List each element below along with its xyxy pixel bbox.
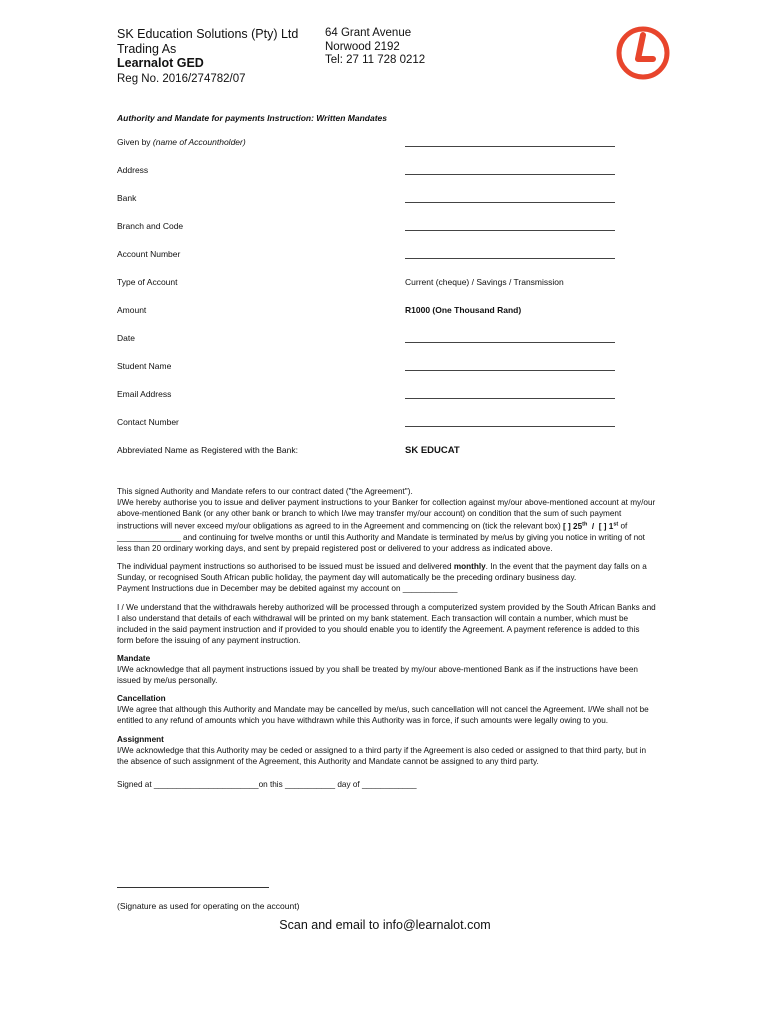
address-input[interactable] — [405, 165, 615, 175]
assignment-heading: Assignment — [117, 734, 164, 744]
email-label: Email Address — [117, 389, 172, 399]
signature-line[interactable] — [117, 887, 269, 889]
instructions-paragraph: The individual payment instructions so authorised to be issued must be issued and delivered monthly. In the event that the payment day falls on a Sunday, or recognised South African public holiday, the payment day will automatically be the preceding ordinary business day. Payment Instructions due in December may be debited against my account on ____________ — [117, 562, 647, 594]
field-bank — [117, 191, 637, 219]
company-name: SK Education Solutions (Pty) Ltd — [117, 27, 299, 41]
field-contact — [117, 415, 637, 443]
email-input[interactable] — [405, 389, 615, 399]
cancellation-heading: Cancellation — [117, 694, 166, 704]
continuing-text: of ______________ and continuing for twelve months or until this Authority and Mandate is terminated by me/us by giving you notice in writing of not less than 20 ordinary working days, and sent by prepaid registered post or delivered to your address as indicated above. — [117, 522, 645, 554]
field-given-by — [117, 135, 637, 163]
trading-name: Learnalot GED — [117, 56, 204, 70]
cancellation-section: Cancellation I/We agree that although this Authority and Mandate may be cancelled by me/us, such cancellation will not cancel the Agreement. I/We shall not be entitled to any refund of amounts which you have withdrawn while this Authority was in force, if such amounts were legally owing to you. — [117, 693, 657, 726]
branch-input[interactable] — [405, 221, 615, 231]
learnalot-logo-icon — [615, 25, 671, 81]
mandate-fields — [117, 135, 637, 471]
assignment-section: Assignment I/We acknowledge that this Authority may be ceded or assigned to a third party if the Agreement is also ceded or assigned to that third party, but in the absence of such assignment of the Agreement, this Authority and Mandate cannot be assigned to any third party. — [117, 734, 657, 767]
field-student-name — [117, 359, 637, 387]
account-type-label: Type of Account — [117, 277, 178, 287]
mandate-heading: Mandate — [117, 653, 151, 663]
field-date — [117, 331, 637, 359]
date-label: Date — [117, 333, 135, 343]
field-account-number — [117, 247, 637, 275]
suburb-address: Norwood 2192 — [325, 40, 400, 53]
given-by-note: (name of Accountholder) — [152, 137, 246, 147]
reg-number: Reg No. 2016/274782/07 — [117, 72, 246, 85]
given-by-input[interactable] — [405, 137, 615, 147]
mandate-terms — [117, 486, 657, 797]
address-label: Address — [117, 165, 149, 175]
bank-label: Bank — [117, 193, 137, 203]
telephone: Tel: 27 11 728 0212 — [325, 54, 426, 66]
december-debit-text: Payment Instructions due in December may be debited against my account on ____________ — [117, 584, 458, 594]
authorise-text: I/We hereby authorise you to issue and deliver payment instructions to your Banker for collection against my/our above-mentioned account at my/our above-mentioned Bank (or any other bank or branch to which I/we may transfer my/our account) on condition that the sum of such payment instructions will never exceed my/our obligations as agreed to in the Agreement and commencing on (tick the relevant box) — [117, 498, 656, 532]
account-number-label: Account Number — [117, 249, 181, 259]
field-amount — [117, 303, 637, 331]
company-block — [117, 27, 298, 86]
field-abbreviated-name — [117, 443, 637, 471]
student-name-input[interactable] — [405, 361, 615, 371]
amount-value: R1000 (One Thousand Rand) — [405, 305, 522, 315]
trading-as: Trading As — [117, 41, 177, 56]
debit-option-25[interactable]: [ ] 25 — [563, 522, 583, 532]
field-email — [117, 387, 637, 415]
abbreviated-name-value: SK EDUCAT — [405, 445, 460, 456]
account-number-input[interactable] — [405, 249, 615, 259]
form-title: Authority and Mandate for payments Instruction: Written Mandates — [117, 113, 387, 123]
field-branch — [117, 219, 637, 247]
contact-input[interactable] — [405, 417, 615, 427]
account-type-value[interactable]: Current (cheque) / Savings / Transmission — [405, 277, 564, 287]
mandate-section: Mandate I/We acknowledge that all payment instructions issued by you shall be treated by my/our above-mentioned Bank as if the instructions have been issued by me/us personally. — [117, 653, 657, 686]
field-account-type — [117, 275, 637, 303]
date-input[interactable] — [405, 333, 615, 343]
agreement-intro: This signed Authority and Mandate refers to our contract dated ("the Agreement"). — [117, 487, 413, 496]
abbreviated-name-label: Abbreviated Name as Registered with the Bank: — [117, 445, 298, 455]
branch-label: Branch and Code — [117, 221, 184, 231]
given-by-label: Given by — [117, 137, 151, 147]
debit-option-1[interactable]: [ ] 1 — [598, 522, 614, 532]
signature-caption: (Signature as used for operating on the account) — [117, 901, 300, 911]
street-address: 64 Grant Avenue — [325, 27, 412, 39]
footer-instruction: Scan and email to info@learnalot.com — [279, 918, 491, 932]
signed-at-line[interactable]: Signed at _______________________on this ___________ day of ____________ — [117, 779, 417, 789]
bank-input[interactable] — [405, 193, 615, 203]
contact-label: Contact Number — [117, 417, 179, 427]
address-block — [325, 27, 425, 68]
processing-paragraph: I / We understand that the withdrawals hereby authorized will be processed through a computerized system provided by the South African Banks and I also understand that details of each withdrawal will be printed on my bank statement. Each transaction will contain a number, which must be included in the said payment instruction and if provided to you should enable you to identify the Agreement. A payment reference is added to this form before the issuing of any payment instruction. — [117, 602, 656, 645]
field-address — [117, 163, 637, 191]
amount-label: Amount — [117, 305, 147, 315]
student-name-label: Student Name — [117, 361, 172, 371]
agreement-paragraph: This signed Authority and Mandate refers to our contract dated ("the Agreement"). I/We hereby authorise you to issue and deliver payment instructions to your Banker for collection against my/our above-mentioned account at my/our above-mentioned Bank (or any other bank or branch to which I/we may transfer my/our account) on condition that the sum of such payment instructions will never exceed my/our obligations as agreed to in the Agreement and commencing on (tick the relevant box) [ ] 25th / [ ] 1st of ______________ and continuing for twelve months or until this Authority and Mandate is terminated by me/us by giving you notice in writing of not less than 20 ordinary working days, and sent by prepaid registered post or delivered to your address as indicated above. — [117, 487, 656, 554]
